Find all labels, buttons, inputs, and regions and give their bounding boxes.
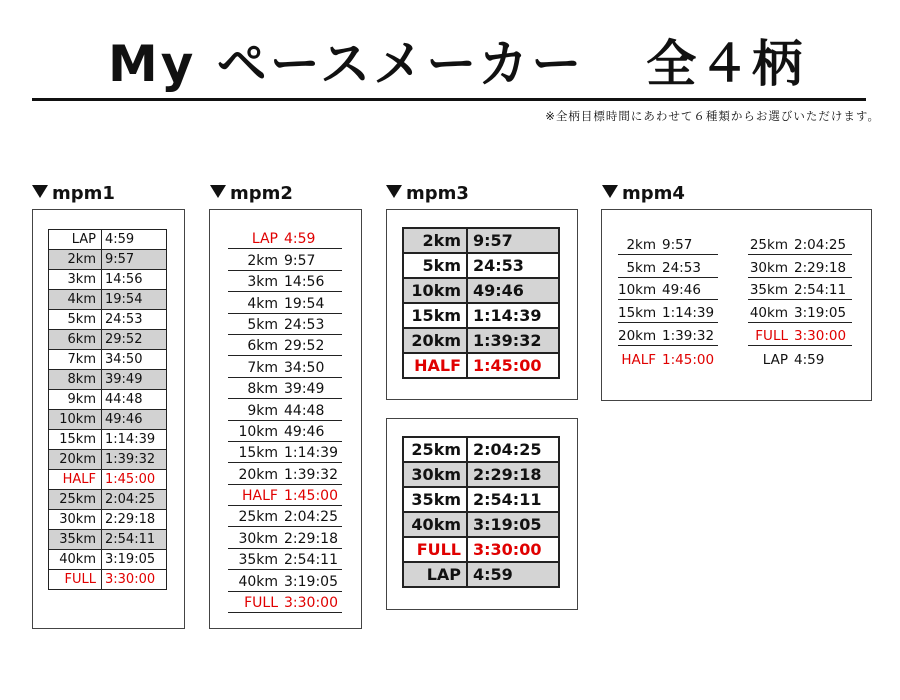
- distance-text: 4km: [247, 295, 278, 312]
- list-item: [748, 346, 852, 369]
- distance-text: 25km: [749, 236, 788, 253]
- distance-text: 30km: [749, 259, 788, 276]
- split-time-text: 2:04:25: [284, 509, 338, 526]
- split-time-cell: 1:45:00: [102, 470, 167, 490]
- split-time-cell: 29:52: [102, 330, 167, 350]
- distance-text: FULL: [244, 595, 278, 612]
- list-item: [228, 271, 342, 292]
- list-item: [228, 356, 342, 377]
- table-row: [49, 290, 167, 310]
- split-time-cell: 39:49: [102, 370, 167, 390]
- design-count: 全４柄: [646, 35, 806, 93]
- table-row: [49, 530, 167, 550]
- distance-text: 20km: [618, 327, 657, 344]
- split-time-text: 9:57: [662, 236, 693, 253]
- list-item: [228, 378, 342, 399]
- distance-text: 3km: [247, 274, 278, 291]
- split-time-text: 19:54: [284, 295, 325, 312]
- distance-cell: 2km: [49, 250, 102, 270]
- table-row: [403, 328, 559, 353]
- distance-cell: 5km: [403, 253, 467, 278]
- split-time-text: 24:53: [662, 259, 701, 276]
- mpm4-list-left: [618, 232, 718, 369]
- distance-cell: LAP: [49, 230, 102, 250]
- mpm1-label: mpm1: [32, 183, 115, 204]
- split-time-cell: 2:54:11: [467, 487, 559, 512]
- list-item: [748, 232, 852, 255]
- distance-text: 35km: [238, 552, 278, 569]
- table-row: [403, 228, 559, 253]
- distance-cell: 9km: [49, 390, 102, 410]
- list-item: [228, 228, 342, 249]
- table-row: [403, 278, 559, 303]
- split-time-text: 3:30:00: [284, 595, 338, 612]
- split-time-text: 34:50: [284, 359, 325, 376]
- split-time-text: 1:14:39: [662, 305, 715, 322]
- list-item: [228, 463, 342, 484]
- distance-cell: HALF: [49, 470, 102, 490]
- split-time-cell: 3:19:05: [102, 550, 167, 570]
- table-row: [49, 490, 167, 510]
- distance-cell: 15km: [49, 430, 102, 450]
- distance-text: 35km: [749, 282, 788, 299]
- mpm1-pace-table: [48, 229, 167, 590]
- list-item: [228, 527, 342, 548]
- split-time-cell: 24:53: [102, 310, 167, 330]
- list-item: [618, 346, 718, 369]
- split-time-cell: 14:56: [102, 270, 167, 290]
- split-time-cell: 1:45:00: [467, 353, 559, 378]
- table-row: [49, 570, 167, 590]
- triangle-down-icon: [210, 185, 226, 198]
- distance-text: 40km: [749, 305, 788, 322]
- distance-cell: 7km: [49, 350, 102, 370]
- table-row: [403, 353, 559, 378]
- split-time-cell: 2:29:18: [467, 462, 559, 487]
- list-item: [748, 278, 852, 301]
- split-time-text: 4:59: [284, 231, 316, 248]
- mpm2-label: mpm2: [210, 183, 293, 204]
- mpm3-label: mpm3: [386, 183, 469, 204]
- mpm3-table-top: [402, 227, 560, 379]
- distance-cell: 40km: [403, 512, 467, 537]
- list-item: [228, 314, 342, 335]
- table-row: [49, 550, 167, 570]
- split-time-cell: 2:54:11: [102, 530, 167, 550]
- split-time-cell: 3:19:05: [467, 512, 559, 537]
- table-row: [403, 537, 559, 562]
- split-time-cell: 4:59: [102, 230, 167, 250]
- distance-cell: 3km: [49, 270, 102, 290]
- split-time-cell: 9:57: [467, 228, 559, 253]
- split-time-text: 49:46: [662, 282, 701, 299]
- split-time-cell: 2:29:18: [102, 510, 167, 530]
- title-text: My ペースメーカー: [108, 35, 585, 93]
- distance-cell: 40km: [49, 550, 102, 570]
- distance-text: 10km: [618, 282, 657, 299]
- distance-cell: 20km: [49, 450, 102, 470]
- distance-text: LAP: [762, 351, 788, 368]
- distance-cell: HALF: [403, 353, 467, 378]
- distance-cell: 35km: [49, 530, 102, 550]
- list-item: [618, 323, 718, 346]
- list-item: [618, 278, 718, 301]
- split-time-text: 24:53: [284, 316, 325, 333]
- mpm4-label: mpm4: [602, 183, 685, 204]
- split-time-text: 1:39:32: [284, 466, 338, 483]
- mpm2-pace-list: [228, 228, 342, 613]
- distance-cell: 30km: [403, 462, 467, 487]
- distance-cell: 10km: [49, 410, 102, 430]
- distance-text: 8km: [247, 381, 278, 398]
- split-time-text: 9:57: [284, 252, 316, 269]
- distance-text: 2km: [247, 252, 278, 269]
- table-row: [49, 470, 167, 490]
- table-row: [49, 450, 167, 470]
- list-item: [228, 485, 342, 506]
- split-time-cell: 49:46: [102, 410, 167, 430]
- list-item: [228, 442, 342, 463]
- split-time-cell: 4:59: [467, 562, 559, 587]
- split-time-cell: 1:39:32: [102, 450, 167, 470]
- distance-text: 25km: [238, 509, 278, 526]
- distance-text: 5km: [247, 316, 278, 333]
- split-time-text: 14:56: [284, 274, 325, 291]
- table-row: [403, 437, 559, 462]
- split-time-cell: 49:46: [467, 278, 559, 303]
- split-time-text: 3:19:05: [794, 305, 847, 322]
- table-row: [403, 487, 559, 512]
- split-time-text: 3:30:00: [794, 327, 847, 344]
- distance-cell: 5km: [49, 310, 102, 330]
- split-time-text: 1:45:00: [284, 488, 338, 505]
- distance-cell: LAP: [403, 562, 467, 587]
- distance-text: HALF: [242, 488, 278, 505]
- table-row: [49, 310, 167, 330]
- title-divider: [32, 98, 866, 101]
- split-time-text: 1:45:00: [662, 351, 715, 368]
- split-time-cell: 44:48: [102, 390, 167, 410]
- distance-cell: 25km: [403, 437, 467, 462]
- table-row: [49, 230, 167, 250]
- list-item: [748, 323, 852, 346]
- table-row: [49, 250, 167, 270]
- split-time-cell: 34:50: [102, 350, 167, 370]
- distance-cell: 30km: [49, 510, 102, 530]
- distance-cell: FULL: [403, 537, 467, 562]
- list-item: [228, 335, 342, 356]
- table-row: [49, 270, 167, 290]
- list-item: [228, 399, 342, 420]
- distance-cell: 6km: [49, 330, 102, 350]
- distance-text: 15km: [618, 305, 657, 322]
- split-time-cell: 2:04:25: [467, 437, 559, 462]
- table-row: [49, 410, 167, 430]
- list-item: [228, 421, 342, 442]
- table-row: [403, 462, 559, 487]
- distance-cell: 20km: [403, 328, 467, 353]
- list-item: [228, 549, 342, 570]
- list-item: [618, 300, 718, 323]
- table-row: [49, 510, 167, 530]
- split-time-text: 49:46: [284, 423, 325, 440]
- table-row: [403, 303, 559, 328]
- distance-cell: FULL: [49, 570, 102, 590]
- list-item: [748, 255, 852, 278]
- list-item: [618, 232, 718, 255]
- distance-text: 40km: [238, 573, 278, 590]
- mpm3-table-bottom: [402, 436, 560, 588]
- list-item: [228, 292, 342, 313]
- split-time-cell: 19:54: [102, 290, 167, 310]
- split-time-cell: 1:14:39: [467, 303, 559, 328]
- split-time-text: 2:54:11: [794, 282, 847, 299]
- split-time-cell: 3:30:00: [467, 537, 559, 562]
- split-time-text: 4:59: [794, 351, 825, 368]
- table-row: [49, 350, 167, 370]
- split-time-text: 1:14:39: [284, 445, 338, 462]
- distance-cell: 25km: [49, 490, 102, 510]
- split-time-text: 3:19:05: [284, 573, 338, 590]
- split-time-text: 29:52: [284, 338, 325, 355]
- distance-text: HALF: [621, 351, 656, 368]
- split-time-text: 1:39:32: [662, 327, 715, 344]
- selection-note: ※全柄目標時間にあわせて６種類からお選びいただけます。: [545, 109, 880, 123]
- split-time-cell: 1:14:39: [102, 430, 167, 450]
- distance-cell: 35km: [403, 487, 467, 512]
- table-row: [403, 253, 559, 278]
- table-row: [403, 562, 559, 587]
- table-row: [49, 330, 167, 350]
- distance-text: 7km: [247, 359, 278, 376]
- distance-text: LAP: [251, 231, 278, 248]
- list-item: [228, 506, 342, 527]
- distance-text: FULL: [755, 327, 788, 344]
- split-time-text: 44:48: [284, 402, 325, 419]
- table-row: [49, 390, 167, 410]
- triangle-down-icon: [602, 185, 618, 198]
- list-item: [228, 570, 342, 591]
- split-time-cell: 3:30:00: [102, 570, 167, 590]
- mpm4-list-right: [748, 232, 852, 369]
- split-time-cell: 24:53: [467, 253, 559, 278]
- table-row: [49, 430, 167, 450]
- split-time-cell: 2:04:25: [102, 490, 167, 510]
- distance-text: 10km: [238, 423, 278, 440]
- table-row: [403, 512, 559, 537]
- split-time-cell: 1:39:32: [467, 328, 559, 353]
- table-row: [49, 370, 167, 390]
- split-time-text: 2:29:18: [794, 259, 847, 276]
- list-item: [618, 255, 718, 278]
- distance-cell: 10km: [403, 278, 467, 303]
- distance-text: 15km: [238, 445, 278, 462]
- distance-text: 2km: [626, 236, 656, 253]
- distance-text: 20km: [238, 466, 278, 483]
- list-item: [228, 592, 342, 613]
- distance-cell: 8km: [49, 370, 102, 390]
- distance-cell: 15km: [403, 303, 467, 328]
- distance-cell: 4km: [49, 290, 102, 310]
- distance-text: 9km: [247, 402, 278, 419]
- split-time-text: 39:49: [284, 381, 325, 398]
- distance-text: 5km: [626, 259, 656, 276]
- list-item: [228, 249, 342, 270]
- split-time-cell: 9:57: [102, 250, 167, 270]
- distance-text: 30km: [238, 530, 278, 547]
- split-time-text: 2:04:25: [794, 236, 847, 253]
- triangle-down-icon: [32, 185, 48, 198]
- triangle-down-icon: [386, 185, 402, 198]
- page-title: [108, 24, 805, 96]
- split-time-text: 2:29:18: [284, 530, 338, 547]
- distance-text: 6km: [247, 338, 278, 355]
- list-item: [748, 300, 852, 323]
- split-time-text: 2:54:11: [284, 552, 338, 569]
- distance-cell: 2km: [403, 228, 467, 253]
